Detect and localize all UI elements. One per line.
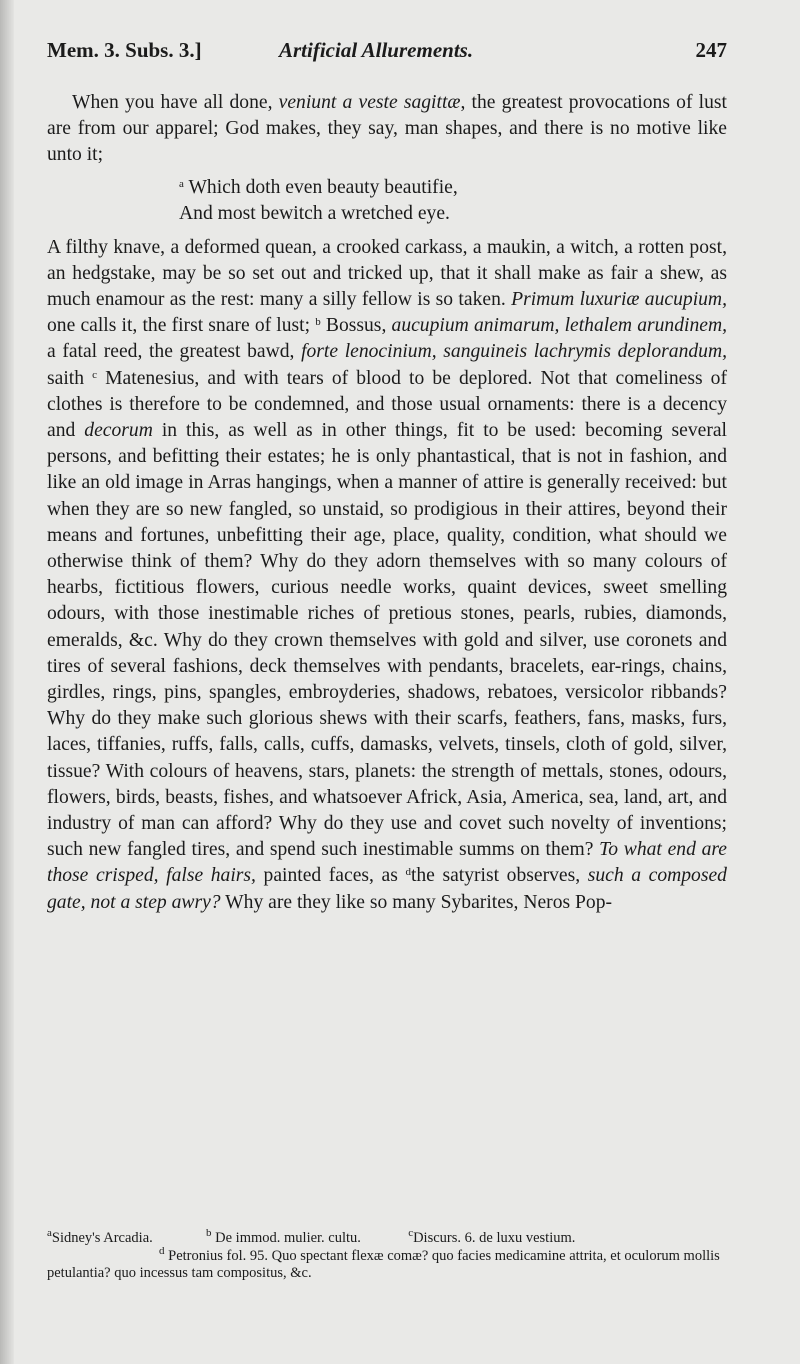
italic-phrase: forte lenocinium, sanguineis lachrymis deplorandum, xyxy=(301,341,728,363)
verse-line-1 xyxy=(179,175,727,201)
italic-phrase: To what end are those crisped, false hairs, xyxy=(47,839,727,887)
footnote-marker: d xyxy=(159,1244,165,1257)
chapter-title: Artificial Allurements. xyxy=(279,38,474,62)
footnote-a xyxy=(47,1227,153,1246)
verse-text: And most bewitch a wretched eye. xyxy=(179,202,450,224)
footnote-text: Sidney's Arcadia. xyxy=(51,1230,153,1246)
text-run: A filthy knave, a deformed quean, a crooked carkass, a maukin, a witch, a rotten post, an hedgstake, may be so set out and tricked up, that it shall make as fair a shew, as much enamour as the rest: many a silly fellow is so taken. xyxy=(47,236,727,311)
footnote-row-1 xyxy=(47,1227,727,1248)
italic-phrase: veniunt a veste sagittæ xyxy=(278,92,461,113)
footnote-marker: c xyxy=(92,368,98,381)
text-run: one calls it, the first snare of lust; xyxy=(47,315,316,337)
page-header xyxy=(47,38,727,72)
opening-paragraph xyxy=(47,90,727,169)
text-run: the satyrist observes, xyxy=(410,865,588,887)
verse-text: Which doth even beauty beautifie, xyxy=(188,176,458,198)
text-run: painted faces, as xyxy=(255,865,406,887)
footnote-text: Petronius fol. 95. xyxy=(168,1247,269,1264)
text-run: When you have all done, xyxy=(72,92,279,113)
text-run: , the greatest provocations of lust are from our apparel; God makes, they say, man shapes, and there is no motive like unto it; xyxy=(47,92,727,166)
italic-phrase: decorum xyxy=(84,420,153,442)
text-run: Matenesius, and with tears of blood to be deplored. Not that comeliness of clothes is therefore to be condemned, and those usual ornaments: there is a decency and xyxy=(47,367,727,442)
text-run: saith xyxy=(47,367,93,389)
running-head: Mem. 3. Subs. 3.] xyxy=(47,38,202,62)
footnotes xyxy=(47,1227,727,1283)
footnote-marker: c xyxy=(408,1227,414,1239)
footnote-b xyxy=(206,1227,361,1246)
footnote-marker: b xyxy=(206,1227,212,1239)
body-text xyxy=(47,90,727,916)
footnote-d xyxy=(47,1244,727,1283)
italic-phrase: aucupium animarum, lethalem arundinem, xyxy=(391,315,728,337)
footnote-marker: a xyxy=(179,177,184,190)
footnote-quote: Quo spectant flexæ comæ? quo facies medicamine attrita, et oculorum mollis petulantia? quo incessus tam compositus, &c. xyxy=(47,1247,720,1281)
footnote-marker: d xyxy=(405,866,411,879)
text-run: Bossus, xyxy=(320,315,392,337)
text-run: a fatal reed, the greatest bawd, xyxy=(47,341,302,363)
footnote-c xyxy=(408,1227,576,1246)
footnote-text: De immod. mulier. cultu. xyxy=(215,1230,361,1246)
italic-phrase: Primum luxuriæ aucupium, xyxy=(511,289,727,311)
footnote-marker: b xyxy=(315,316,321,329)
footnote-text: Discurs. 6. de luxu vestium. xyxy=(413,1230,576,1246)
verse-line-2 xyxy=(179,201,727,227)
italic-phrase: such a composed gate, not a step awry? xyxy=(47,865,727,913)
text-run: Why are they like so many Sybarites, Neros Pop- xyxy=(220,891,613,913)
page-gutter-shadow xyxy=(0,0,14,1364)
main-paragraph xyxy=(47,235,727,916)
page-number: 247 xyxy=(695,38,727,62)
footnote-marker: a xyxy=(47,1227,52,1239)
text-run: in this, as well as in other things, fit to be used: becoming several persons, and befitting their estates; he is only phantastical, that is not in fashion, and like an old image in Arras hangings, when a manner of attire is generally received: but when they are so new fangled, so unstaid, so prodigious in their attires, beyond their means and fortunes, unbefitting their age, place, quality, condition, what should we otherwise think of them? Why do they adorn themselves with so many colours of hearbs, fictitious flowers, curious needle works, quaint devices, sweet smelling odours, with those inestimable riches of pretious stones, pearls, rubies, diamonds, emeralds, &c. Why do they crown themselves with gold and silver, use coronets and tires of several fashions, deck themselves with pendants, bracelets, ear-rings, chains, girdles, rings, pins, spangles, embroyderies, shadows, rebatoes, versicolor ribbands? Why do they make such glorious shews with their scarfs, feathers, fans, masks, furs, laces, tiffanies, ruffs, falls, calls, cuffs, damasks, velvets, tinsels, cloth of gold, silver, tissue? With colours of heavens, stars, planets: the strength of mettals, stones, odours, flowers, birds, beasts, fishes, and whatsoever Africk, Asia, America, sea, land, art, and industry of man can afford? Why do they use and covet such novelty of inventions; such new fangled tires, and spend such inestimable summs on them? xyxy=(47,420,727,861)
verse-quote xyxy=(179,175,727,227)
